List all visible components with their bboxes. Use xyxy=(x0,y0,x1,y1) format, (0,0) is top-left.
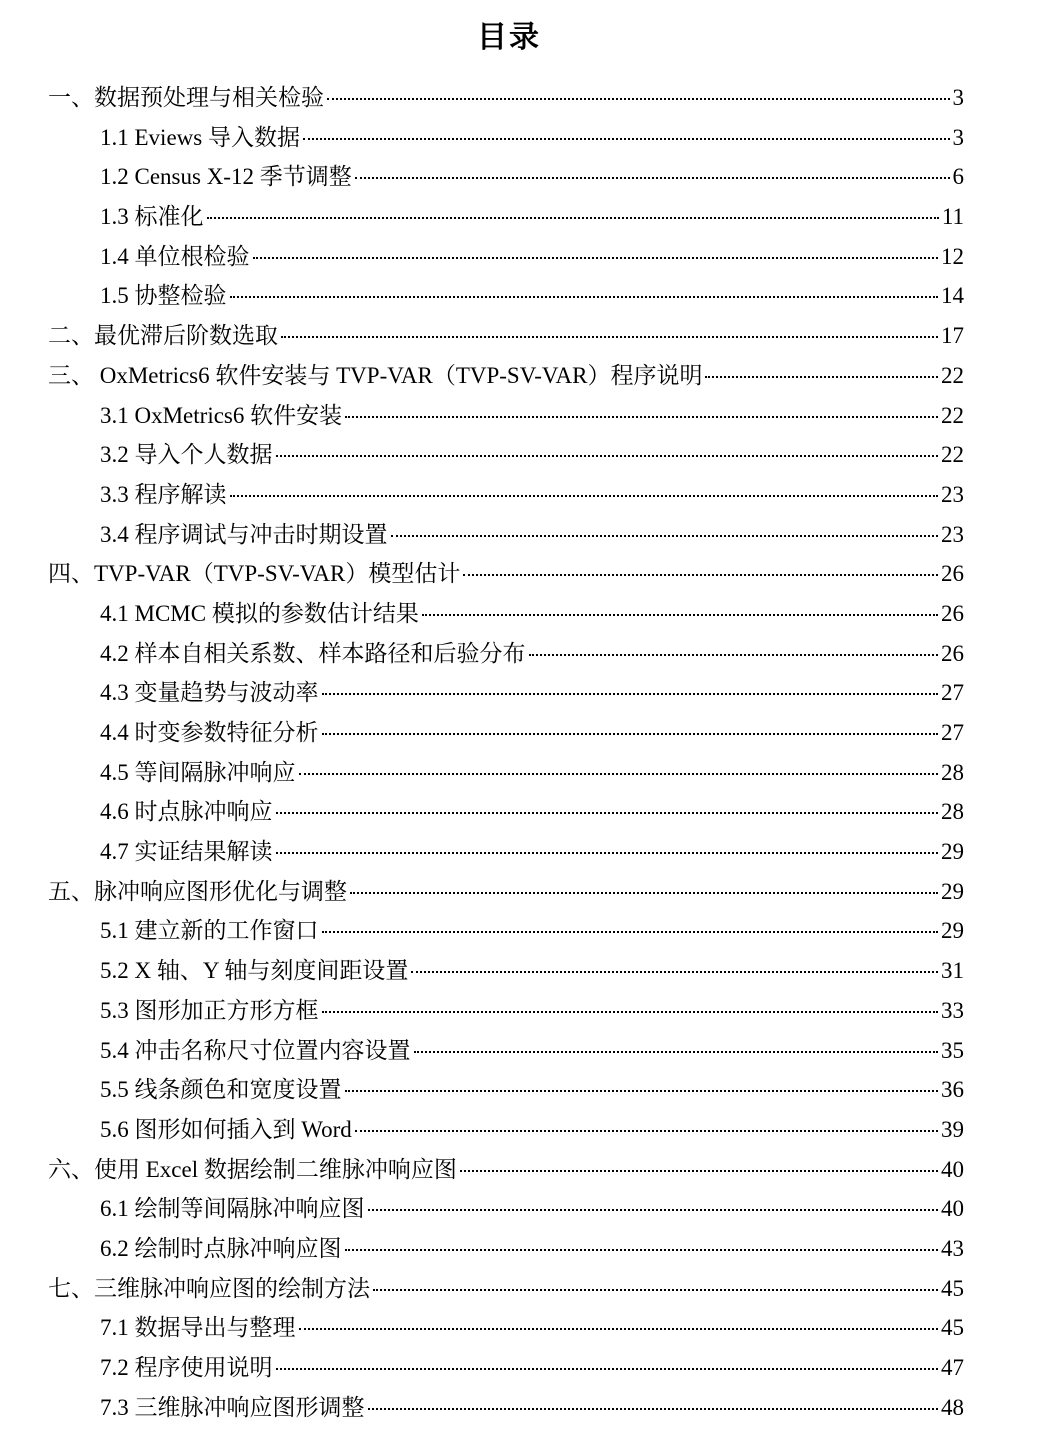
toc-section-entry[interactable] xyxy=(0,435,1058,475)
toc-entry-label: 5.3 图形加正方形方框 xyxy=(100,997,319,1023)
toc-entry-label: 5.1 建立新的工作窗口 xyxy=(100,918,319,944)
toc-chapter-entry[interactable] xyxy=(0,554,1058,594)
toc-page-number: 3 xyxy=(952,124,964,150)
toc-entry-label: 4.5 等间隔脉冲响应 xyxy=(100,759,296,785)
toc-section-entry[interactable] xyxy=(0,1189,1058,1229)
toc-page-number: 27 xyxy=(941,720,964,745)
toc-page-number: 29 xyxy=(941,918,964,944)
toc-section-entry[interactable] xyxy=(0,713,1058,753)
toc-section-entry[interactable] xyxy=(0,157,1058,197)
toc-section-entry[interactable] xyxy=(0,515,1058,555)
toc-dot-leader xyxy=(345,1090,939,1092)
toc-page-number: 26 xyxy=(941,600,964,626)
toc-page-number: 27 xyxy=(941,680,964,706)
toc-page-number: 29 xyxy=(941,878,964,904)
toc-list xyxy=(0,78,1058,1427)
toc-dot-leader xyxy=(411,971,938,973)
toc-chapter-entry[interactable] xyxy=(0,316,1058,356)
toc-section-entry[interactable] xyxy=(0,276,1058,316)
toc-entry-label: 六、使用 Excel 数据绘制二维脉冲响应图 xyxy=(48,1156,457,1182)
toc-entry-label: 7.1 数据导出与整理 xyxy=(100,1315,296,1341)
toc-dot-leader xyxy=(276,455,939,457)
toc-title: 目录 xyxy=(477,21,541,54)
toc-dot-leader xyxy=(276,1368,939,1370)
toc-dot-leader xyxy=(322,931,939,933)
toc-dot-leader xyxy=(355,1130,938,1132)
toc-entry-label: 4.6 时点脉冲响应 xyxy=(100,799,273,825)
toc-section-entry[interactable] xyxy=(0,1229,1058,1269)
toc-entry-label: 1.5 协整检验 xyxy=(100,283,227,309)
toc-chapter-entry[interactable] xyxy=(0,1269,1058,1309)
toc-dot-leader xyxy=(345,416,938,418)
toc-entry-label: 一、数据预处理与相关检验 xyxy=(48,85,324,110)
toc-page-number: 40 xyxy=(941,1156,964,1182)
toc-dot-leader xyxy=(276,852,939,854)
toc-dot-leader xyxy=(327,98,950,100)
toc-section-entry[interactable] xyxy=(0,1031,1058,1071)
toc-page-number: 28 xyxy=(941,759,964,785)
toc-section-entry[interactable] xyxy=(0,1388,1058,1428)
toc-section-entry[interactable] xyxy=(0,594,1058,634)
toc-entry-label: 7.3 三维脉冲响应图形调整 xyxy=(100,1394,365,1420)
toc-dot-leader xyxy=(368,1408,939,1410)
toc-page-number: 26 xyxy=(941,561,964,587)
toc-entry-label: 5.4 冲击名称尺寸位置内容设置 xyxy=(100,1037,411,1063)
toc-dot-leader xyxy=(391,535,939,537)
toc-entry-label: 4.1 MCMC 模拟的参数估计结果 xyxy=(100,600,419,626)
toc-dot-leader xyxy=(414,1051,939,1053)
toc-chapter-entry[interactable] xyxy=(0,78,1058,118)
toc-entry-label: 6.1 绘制等间隔脉冲响应图 xyxy=(100,1196,365,1222)
toc-dot-leader xyxy=(299,773,939,775)
toc-entry-label: 3.4 程序调试与冲击时期设置 xyxy=(100,521,388,547)
toc-dot-leader xyxy=(299,1328,939,1330)
toc-page-number: 45 xyxy=(941,1315,964,1341)
toc-dot-leader xyxy=(422,614,938,616)
toc-entry-label: 1.3 标准化 xyxy=(100,204,204,230)
toc-dot-leader xyxy=(368,1209,939,1211)
toc-section-entry[interactable] xyxy=(0,673,1058,713)
toc-dot-leader xyxy=(322,1011,939,1013)
toc-page-number: 33 xyxy=(941,997,964,1023)
toc-section-entry[interactable] xyxy=(0,475,1058,515)
toc-dot-leader xyxy=(322,693,939,695)
toc-dot-leader xyxy=(281,336,938,338)
toc-entry-label: 5.5 线条颜色和宽度设置 xyxy=(100,1077,342,1103)
toc-dot-leader xyxy=(253,257,939,259)
toc-dot-leader xyxy=(207,217,939,219)
toc-page-number: 14 xyxy=(941,283,964,309)
toc-section-entry[interactable] xyxy=(0,1308,1058,1348)
toc-page-number: 35 xyxy=(941,1037,964,1063)
toc-page-number: 3 xyxy=(952,85,964,110)
toc-page-number: 48 xyxy=(941,1394,964,1420)
toc-dot-leader xyxy=(322,733,939,735)
toc-page-number: 29 xyxy=(941,839,964,865)
toc-entry-label: 1.1 Eviews 导入数据 xyxy=(100,124,300,150)
toc-dot-leader xyxy=(230,495,939,497)
toc-entry-label: 1.4 单位根检验 xyxy=(100,243,250,269)
toc-page-number: 47 xyxy=(941,1355,964,1380)
toc-page-number: 12 xyxy=(941,243,964,269)
toc-section-entry[interactable] xyxy=(0,792,1058,832)
toc-entry-label: 三、 OxMetrics6 软件安装与 TVP-VAR（TVP-SV-VAR）程序说明 xyxy=(48,362,703,388)
toc-entry-label: 四、TVP-VAR（TVP-SV-VAR）模型估计 xyxy=(48,561,461,587)
toc-dot-leader xyxy=(345,1249,939,1251)
toc-page-number: 45 xyxy=(941,1275,964,1301)
toc-section-entry[interactable] xyxy=(0,991,1058,1031)
toc-section-entry[interactable] xyxy=(0,197,1058,237)
toc-dot-leader xyxy=(460,1170,938,1172)
toc-entry-label: 4.3 变量趋势与波动率 xyxy=(100,680,319,706)
toc-page-number: 22 xyxy=(941,362,964,388)
toc-page-number: 23 xyxy=(941,481,964,507)
toc-page-number: 28 xyxy=(941,799,964,825)
toc-section-entry[interactable] xyxy=(0,1110,1058,1150)
toc-page-number: 22 xyxy=(941,402,964,428)
toc-entry-label: 6.2 绘制时点脉冲响应图 xyxy=(100,1235,342,1261)
toc-entry-label: 五、脉冲响应图形优化与调整 xyxy=(48,878,347,904)
toc-entry-label: 二、最优滞后阶数选取 xyxy=(48,323,278,349)
toc-section-entry[interactable] xyxy=(0,396,1058,436)
toc-entry-label: 3.1 OxMetrics6 软件安装 xyxy=(100,402,343,428)
toc-entry-label: 4.7 实证结果解读 xyxy=(100,839,273,865)
toc-entry-label: 5.2 X 轴、Y 轴与刻度间距设置 xyxy=(100,958,409,984)
toc-section-entry[interactable] xyxy=(0,832,1058,872)
toc-dot-leader xyxy=(303,138,950,140)
toc-page-number: 43 xyxy=(941,1235,964,1261)
toc-dot-leader xyxy=(355,177,950,179)
toc-chapter-entry[interactable] xyxy=(0,1150,1058,1190)
toc-dot-leader xyxy=(373,1289,938,1291)
toc-entry-label: 4.4 时变参数特征分析 xyxy=(100,720,319,745)
toc-entry-label: 1.2 Census X-12 季节调整 xyxy=(100,164,352,190)
toc-section-entry[interactable] xyxy=(0,118,1058,158)
toc-dot-leader xyxy=(705,376,938,378)
toc-entry-label: 七、三维脉冲响应图的绘制方法 xyxy=(48,1275,370,1301)
toc-page-number: 26 xyxy=(941,640,964,666)
toc-page-number: 31 xyxy=(941,958,964,984)
toc-dot-leader xyxy=(230,296,939,298)
toc-page-number: 40 xyxy=(941,1196,964,1222)
toc-section-entry[interactable] xyxy=(0,1348,1058,1388)
toc-chapter-entry[interactable] xyxy=(0,872,1058,912)
toc-section-entry[interactable] xyxy=(0,1070,1058,1110)
toc-entry-label: 5.6 图形如何插入到 Word xyxy=(100,1116,352,1142)
toc-section-entry[interactable] xyxy=(0,753,1058,793)
toc-page-number: 36 xyxy=(941,1077,964,1103)
toc-section-entry[interactable] xyxy=(0,237,1058,277)
toc-page-number: 39 xyxy=(941,1116,964,1142)
toc-page-number: 6 xyxy=(952,164,964,190)
toc-dot-leader xyxy=(529,654,939,656)
toc-section-entry[interactable] xyxy=(0,951,1058,991)
toc-page-number: 11 xyxy=(941,204,964,230)
toc-dot-leader xyxy=(276,812,939,814)
toc-section-entry[interactable] xyxy=(0,911,1058,951)
toc-dot-leader xyxy=(350,892,938,894)
toc-page-number: 23 xyxy=(941,521,964,547)
toc-section-entry[interactable] xyxy=(0,634,1058,674)
toc-dot-leader xyxy=(463,574,938,576)
toc-page-number: 17 xyxy=(941,323,964,349)
toc-page-number: 22 xyxy=(941,442,964,468)
toc-entry-label: 3.2 导入个人数据 xyxy=(100,442,273,468)
toc-entry-label: 3.3 程序解读 xyxy=(100,481,227,507)
toc-entry-label: 4.2 样本自相关系数、样本路径和后验分布 xyxy=(100,640,526,666)
toc-chapter-entry[interactable] xyxy=(0,356,1058,396)
toc-entry-label: 7.2 程序使用说明 xyxy=(100,1355,273,1380)
